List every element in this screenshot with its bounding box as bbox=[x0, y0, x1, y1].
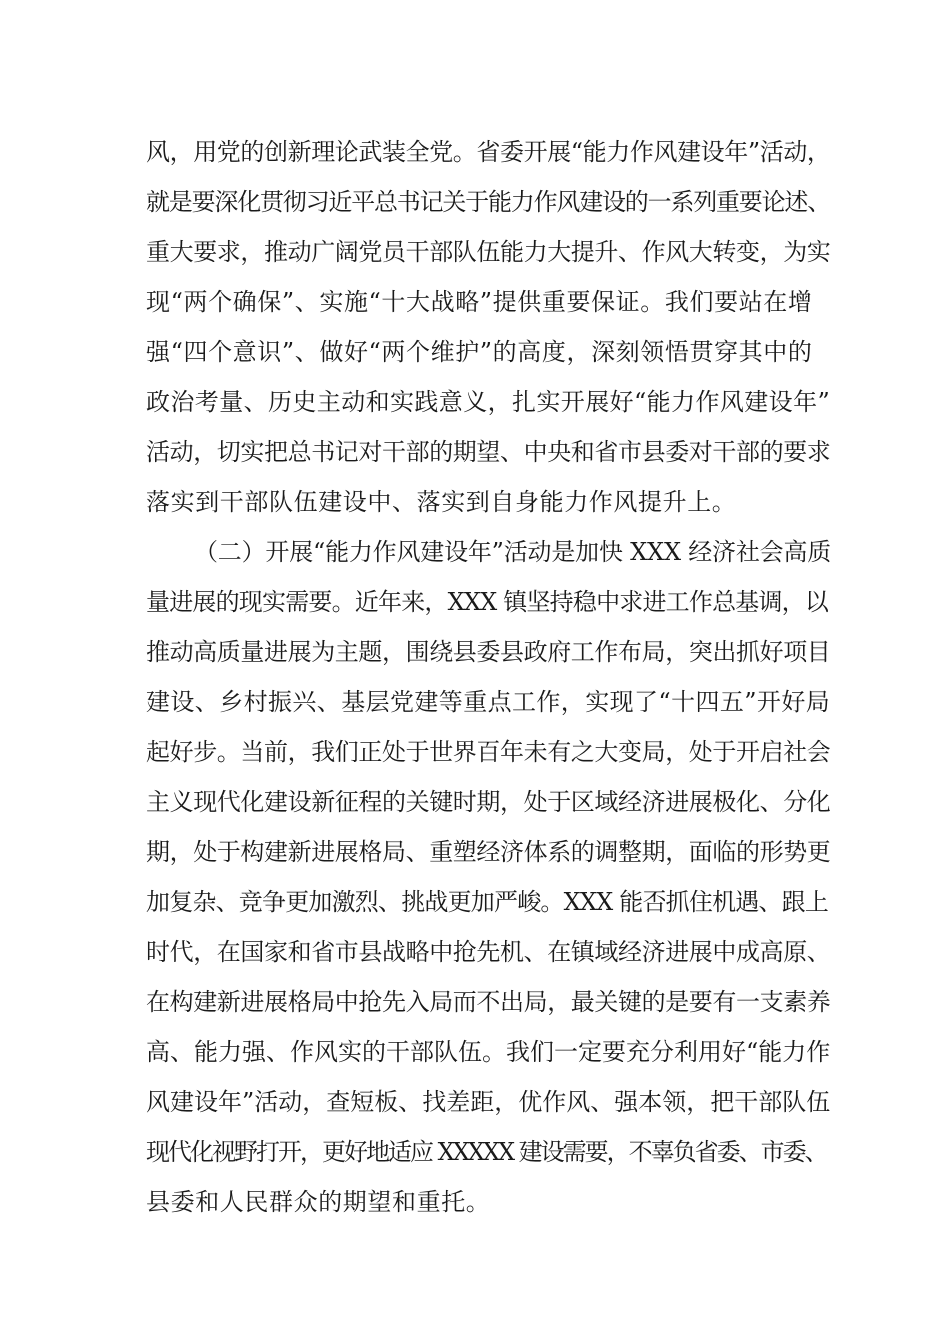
text-line: 县委和人民群众的期望和重托。 bbox=[146, 1188, 491, 1216]
text-line: 重大要求，推动广阔党员干部队伍能力大提升、作风大转变，为实 bbox=[146, 238, 831, 266]
text-line: 强“四个意识”、做好“两个维护”的高度，深刻领悟贯穿其中的 bbox=[146, 338, 813, 366]
text-line: 高、能力强、作风实的干部队伍。我们一定要充分利用好“能力作 bbox=[146, 1038, 831, 1066]
text-line: 现代化视野打开，更好地适应 XXXXX 建设需要，不辜负省委、市委、 bbox=[146, 1138, 827, 1166]
text-line: 期，处于构建新进展格局、重塑经济体系的调整期，面临的形势更 bbox=[146, 838, 831, 866]
text-line: 建设、乡村振兴、基层党建等重点工作，实现了“十四五”开好局 bbox=[146, 688, 831, 716]
text-line: 风，用党的创新理论武装全党。省委开展“能力作风建设年”活动， bbox=[146, 138, 831, 166]
text-line: 时代，在国家和省市县战略中抢先机、在镇域经济进展中成高原、 bbox=[146, 938, 831, 966]
text-line: 量进展的现实需要。近年来，XXX 镇坚持稳中求进工作总基调，以 bbox=[146, 588, 829, 616]
text-line: 政治考量、历史主动和实践意义，扎实开展好“能力作风建设年” bbox=[146, 388, 831, 416]
text-line: 加复杂、竞争更加激烈、挑战更加严峻。XXX 能否抓住机遇、跟上 bbox=[146, 888, 829, 916]
text-line: 风建设年”活动，查短板、找差距，优作风、强本领，把干部队伍 bbox=[146, 1088, 831, 1116]
text-line: 落实到干部队伍建设中、落实到自身能力作风提升上。 bbox=[146, 488, 737, 516]
text-line: 起好步。当前，我们正处于世界百年未有之大变局，处于开启社会 bbox=[146, 738, 831, 766]
text-line: 就是要深化贯彻习近平总书记关于能力作风建设的一系列重要论述、 bbox=[146, 188, 830, 216]
text-line: 活动，切实把总书记对干部的期望、中央和省市县委对干部的要求 bbox=[146, 438, 831, 466]
text-line: 现“两个确保”、实施“十大战略”提供重要保证。我们要站在增 bbox=[146, 288, 813, 316]
paragraph-heading-line: （二）开展“能力作风建设年”活动是加快 XXX 经济社会高质 bbox=[194, 538, 832, 566]
text-line: 在构建新进展格局中抢先入局而不出局，最关键的是要有一支素养 bbox=[146, 988, 831, 1016]
text-line: 主义现代化建设新征程的关键时期，处于区域经济进展极化、分化 bbox=[146, 788, 831, 816]
text-line: 推动高质量进展为主题，围绕县委县政府工作布局，突出抓好项目 bbox=[146, 638, 831, 666]
